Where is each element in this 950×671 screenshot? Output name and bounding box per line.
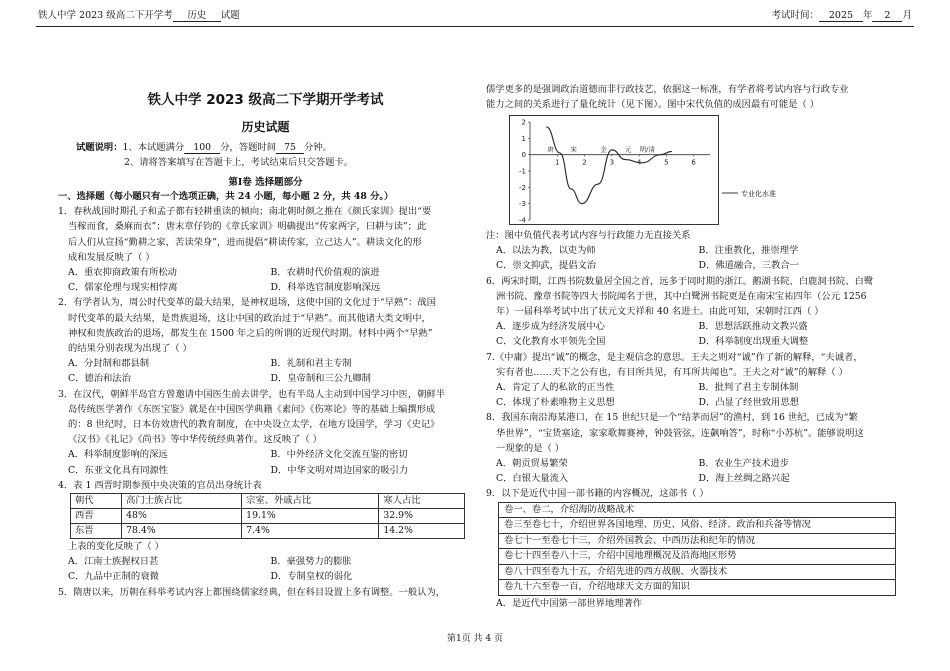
chart-y-tick-label: -3 — [519, 200, 526, 209]
q1-line: 当稼而食，桑麻而衣”；唐末章仔钧的《章氏家训》明确提出“传家两字，曰耕与读”；此 — [68, 221, 427, 233]
chart-x-tick-label: 4 — [636, 158, 642, 167]
table-header-row — [71, 494, 465, 509]
q1-line: 成和发展反映了（ ） — [68, 251, 155, 263]
chart-y-tick-label: -2 — [519, 183, 526, 192]
q8-line: 华世界”，“宝货塞途，家家歌舞赛神，钟鼓管弦，连飙响答”，时称“小苏杭”。能够说明这 — [496, 427, 864, 439]
full-score: 100 — [184, 142, 220, 154]
q7-line: 实有者也……天下之公有也，有目所共见，有耳所共闻也”。王夫之对“诚”的解释（ ） — [496, 366, 848, 378]
chart-y-tick-label: 0 — [521, 151, 526, 160]
question-1 — [58, 204, 473, 295]
header-month-unit: 月 — [902, 10, 912, 21]
chart-x-tick-label: 1 — [555, 158, 560, 167]
chart-x-tick-label: 5 — [664, 158, 669, 167]
q1-line: 1．春秋战国时期孔子和孟子都有轻耕重读的倾向；南北朝时颜之推在《颜氏家训》提出“要 — [58, 206, 432, 218]
q1-option-c[interactable]: C．儒家伦理与现实相悖离 — [68, 282, 178, 294]
question-2 — [58, 295, 473, 386]
table-row — [71, 524, 465, 539]
question-9 — [486, 486, 901, 610]
chart-period-label: 宋 — [570, 145, 577, 154]
q5-option-c[interactable]: C．崇文抑武，提倡文治 — [496, 260, 597, 272]
q6-line: 洲书院、豫章书院等四大书院闻名于世，其中白鹭洲书院更是在南宋宝祐四年（公元 1256 — [496, 290, 867, 302]
q8-line: 8．我国东南沿海某港口，在 15 世纪只是一个“结茅而居”的渔村，到 16 世纪，已成为“繁 — [486, 412, 858, 424]
q9-option-a[interactable]: A．是近代中国第一部世界地理著作 — [496, 597, 643, 609]
table-cell: 卷三至卷七十，介绍世界各国地理、历史、风俗、经济、政治和兵备等情况 — [499, 518, 896, 534]
header-divider — [36, 26, 914, 27]
q7-option-a[interactable]: A．肯定了人的私欲的正当性 — [496, 382, 615, 394]
chart-y-tick-label: -1 — [519, 167, 526, 176]
table-cell: 西晋 — [71, 509, 122, 524]
q4-table — [70, 493, 465, 539]
table-cell: 卷七十一至卷七十三，介绍外国教会、中西历法和纪年的情况 — [499, 533, 896, 549]
chart-period-label: 唐 — [547, 145, 554, 154]
q2-option-d[interactable]: D．皇帝制和三公九卿制 — [270, 373, 371, 385]
question-7 — [486, 350, 901, 411]
q5-option-a[interactable]: A．以法为教，以吏为师 — [496, 245, 596, 257]
table-cell: 东晋 — [71, 524, 122, 539]
q4-intro: 4．表 1 西晋时期参预中央决策的官员出身统计表 — [58, 479, 262, 491]
q4-option-c[interactable]: C．九品中正制的衰微 — [68, 571, 159, 583]
q4-stem: 上表的变化反映了（ ） — [68, 541, 164, 553]
instructions-line1-c: 分钟。 — [304, 142, 332, 153]
header-time-label: 考试时间： — [771, 10, 819, 21]
chart-x-tick-label: 2 — [582, 158, 587, 167]
table-row — [499, 533, 896, 549]
table-row — [499, 564, 896, 580]
chart-note: 注：图中负值代表考试内容与行政能力无直接关系 — [486, 230, 691, 241]
q5-option-b[interactable]: B．注重教化，推崇理学 — [698, 245, 799, 257]
q7-line: 7.《中庸》提出“诚”的概念，是主观信念的意思。王夫之则对“诚”作了新的解释，“夫诚者， — [486, 351, 863, 363]
q2-line: 神权和贵族政治的退场，都发生在 1500 年之后的所谓的近现代时期。材料中两个“早熟” — [68, 327, 433, 339]
q1-option-b[interactable]: B．农耕时代价值观的演进 — [270, 267, 380, 279]
q8-option-a[interactable]: A．朝贡贸易繁荣 — [496, 458, 568, 470]
q1-line: 后人们从宣扬“勤耕之家，苦读荣身”，进而提倡“耕读传家，立己达人”。耕读文化的形 — [68, 236, 422, 248]
right-column-body — [486, 228, 901, 611]
q6-option-a[interactable]: A．逐步成为经济发展中心 — [496, 321, 605, 333]
table-row — [499, 502, 896, 518]
instructions-line1-a: 1、本试题满分 — [122, 142, 185, 153]
q3-line: 岛传统医学著作《东医宝鉴》就是在中国医学典籍《素问》《伤寒论》等的基础上编撰形成 — [68, 403, 436, 415]
question-3 — [58, 387, 473, 478]
q3-line: 3．在汉代，朝鲜半岛官方曾邀请中国医生前去讲学，也有半岛人主动到中国学习中医，朝鲜半 — [58, 388, 446, 400]
q5-option-d[interactable]: D．佛道融合，三教合一 — [698, 260, 799, 272]
q5-chart-svg — [510, 116, 720, 226]
table-cell: 14.2% — [379, 524, 465, 539]
q8-option-b[interactable]: B．农业生产技术进步 — [698, 458, 790, 470]
q3-option-c[interactable]: C．东亚文化具有同源性 — [68, 464, 169, 476]
exam-instructions — [76, 140, 473, 170]
q3-option-a[interactable]: A．科举制度影响的深远 — [68, 449, 168, 461]
exam-duration: 75 — [276, 142, 304, 154]
q7-option-d[interactable]: D．凸显了经世致用思想 — [698, 397, 799, 409]
page-header-left — [38, 8, 240, 23]
q1-option-d[interactable]: D．科举选官制度影响深远 — [270, 282, 381, 294]
question-6 — [486, 274, 901, 350]
header-subject: 历史 — [173, 10, 221, 22]
q4-option-d[interactable]: D．专制皇权的弱化 — [270, 571, 353, 583]
header-year: 2025 — [819, 10, 863, 22]
q9-intro: 9．以下是近代中国一部书籍的内容概况，这部书（ ） — [486, 488, 709, 500]
header-month: 2 — [872, 10, 902, 22]
right-column-top — [486, 82, 901, 112]
q3-line: 的：8 世纪时，日本仿效唐代的教育制度，在中央设立太学，在地方设国学，学习《史记》 — [68, 419, 440, 431]
header-year-unit: 年 — [862, 10, 873, 21]
q2-option-c[interactable]: C．德治和法治 — [68, 373, 131, 385]
chart-y-tick-label: 2 — [521, 118, 526, 127]
instructions-line2: 2、请将答案填写在答题卡上，考试结束后只交答题卡。 — [124, 157, 354, 169]
q8-line: 一现象的是（ ） — [496, 442, 565, 454]
q6-line: 年）一届科举考试中出了状元文天祥和 40 名进士。由此可知，宋朝时江西（ ） — [496, 306, 824, 318]
table-cell: 卷九十六至卷一百，介绍地球天文方面的知识 — [499, 580, 896, 596]
exam-subtitle: 历史试题 — [241, 120, 290, 134]
chart-y-tick-label: 1 — [521, 134, 526, 143]
q5-line: 儒学更多的是强调政治道德而非行政技艺，依据这一标准，有学者将考试内容与行政专业 — [486, 84, 849, 95]
table-cell: 78.4% — [122, 524, 242, 539]
table-cell: 卷八十四至卷九十五，介绍先进的西方战舰、火器技术 — [499, 564, 896, 580]
left-column — [58, 189, 473, 600]
q1-option-a[interactable]: A．重农抑商政策有所松动 — [68, 267, 177, 279]
q6-option-c[interactable]: C．文化教育水平领先全国 — [496, 336, 606, 348]
q3-option-d[interactable]: D．中华文明对周边国家的吸引力 — [270, 464, 409, 476]
table-row — [71, 509, 465, 524]
instructions-line1-b: 分，答题时间 — [220, 142, 276, 153]
q6-option-d[interactable]: D．科举制度出现重大调整 — [698, 336, 809, 348]
q5-first-line: 5．隋唐以来，历朝在科举考试内容上都围绕儒家经典，但在科目设置上多有调整。一般认为， — [58, 586, 446, 598]
q6-line: 6．两宋时期，江西书院数量居全国之首，远多于同时期的浙江。鹅湖书院、白鹿洞书院、白鹭 — [486, 275, 874, 287]
q3-line: 《汉书》《礼记》《尚书》等中华传统经典著作。这反映了（ ） — [68, 434, 322, 446]
q3-option-b[interactable]: B．中外经济文化交流互鉴的密切 — [270, 449, 408, 461]
table-cell: 7.4% — [242, 524, 379, 539]
q6-option-b[interactable]: B．思想活跃推动文教兴盛 — [698, 321, 808, 333]
q8-option-d[interactable]: D．海上丝绸之路兴起 — [698, 473, 790, 485]
table-cell: 32.9% — [379, 509, 465, 524]
q2-line: 的结果分别表现为出现了（ ） — [68, 343, 192, 355]
q2-line: 时代变革的最大结果，是贵族退场，这让中国的政治过于“早熟”。而其他诸大类文明中， — [68, 312, 431, 324]
exam-title: 铁人中学 2023 级高二下学期开学考试 — [147, 92, 384, 108]
legend-label: 专业化水准 — [740, 190, 776, 198]
part-one-title: 第Ⅰ卷 选择题部分 — [228, 177, 303, 188]
table-cell: 48% — [122, 509, 242, 524]
header-school-exam: 铁人中学 2023 级高二下开学考 — [38, 10, 173, 21]
q4-option-a[interactable]: A．江南士族握权日甚 — [68, 556, 159, 568]
table-header-cell: 高门士族占比 — [122, 494, 242, 509]
chart-period-label: 明/清 — [639, 145, 655, 154]
q2-line: 2．有学者认为，周公时代变革的最大结果，是神权退场，这使中国的文化过于“早熟”：战国 — [58, 297, 436, 309]
table-cell: 卷七十四至卷八十三，介绍中国地理概况及沿海地区形势 — [499, 549, 896, 565]
q5-chart — [509, 115, 719, 225]
table-header-cell: 宗室、外戚占比 — [242, 494, 379, 509]
chart-period-label: 元 — [624, 145, 632, 154]
chart-x-tick-label: 6 — [691, 158, 696, 167]
q2-option-a[interactable]: A．分封制和郡县制 — [68, 358, 150, 370]
q7-option-b[interactable]: B．批判了君主专制体制 — [698, 382, 799, 394]
instructions-label: 试题说明： — [76, 142, 123, 153]
chart-x-tick-label: 3 — [609, 158, 615, 167]
chart-period-label: 金 — [600, 145, 607, 154]
q8-option-c[interactable]: C．白银大量流入 — [496, 473, 569, 485]
section-heading: 一、选择题（每小题只有一个选项正确，共 24 小题，每小题 2 分，共 48 分。） — [58, 191, 394, 202]
table-header-cell: 朝代 — [71, 494, 122, 509]
table-row — [499, 549, 896, 565]
page-footer: 第1页 共 4 页 — [446, 634, 504, 644]
question-8 — [486, 410, 901, 486]
q7-option-c[interactable]: C．体现了朴素唯物主义思想 — [496, 397, 615, 409]
chart-legend — [722, 186, 776, 202]
table-row — [499, 580, 896, 596]
legend-line-icon — [722, 190, 738, 196]
q4-option-b[interactable]: B．豪强势力的膨胀 — [270, 556, 352, 568]
table-row — [499, 518, 896, 534]
table-cell: 19.1% — [242, 509, 379, 524]
page-header-right — [771, 8, 912, 23]
chart-y-tick-label: -4 — [519, 216, 526, 225]
q5-line: 能力之间的关系进行了量化统计（见下图）。图中宋代负值的成因最有可能是（ ） — [486, 99, 819, 111]
table-cell: 卷一、卷二，介绍海防战略战术 — [499, 502, 896, 518]
q2-option-b[interactable]: B．礼制和君主专制 — [270, 358, 352, 370]
header-suffix: 试题 — [220, 10, 240, 21]
table-header-cell: 寒人占比 — [379, 494, 465, 509]
q9-table — [498, 502, 896, 596]
question-4 — [58, 478, 473, 585]
